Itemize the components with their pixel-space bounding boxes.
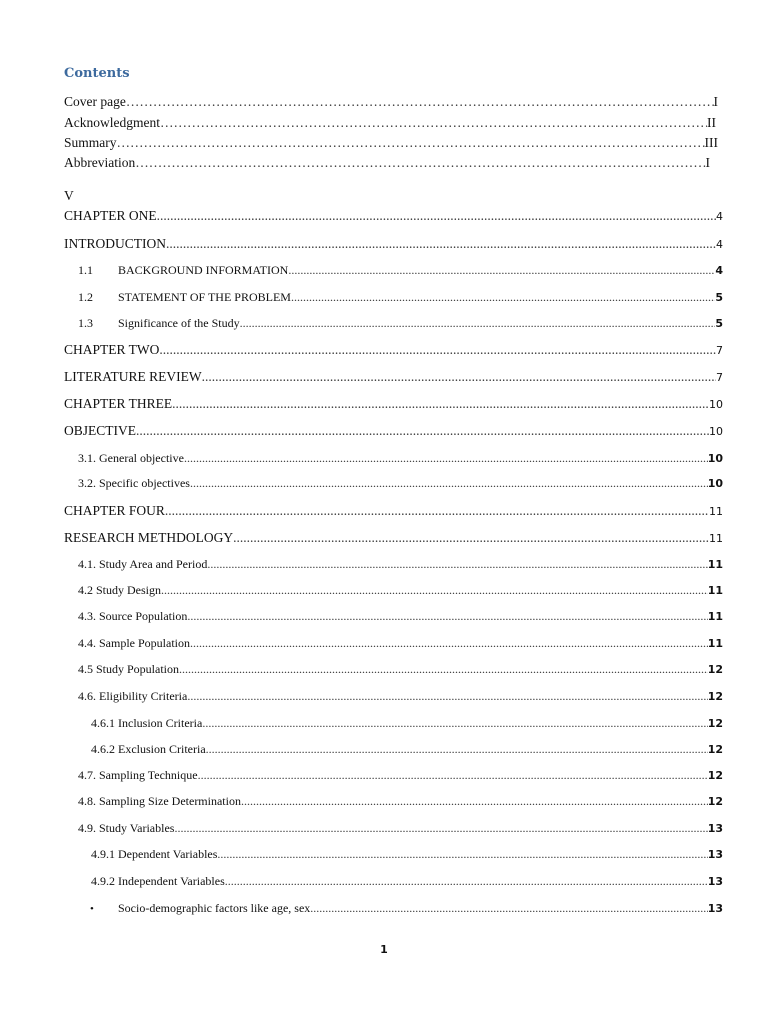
- toc-heading: Contents: [64, 66, 130, 81]
- toc-entry-4-8[interactable]: [78, 794, 723, 809]
- toc-entry-text: [78, 316, 240, 331]
- dot-leader: [190, 636, 708, 651]
- toc-entry-1-3[interactable]: [78, 316, 723, 331]
- dot-leader: [135, 155, 705, 171]
- dot-leader: [233, 530, 709, 546]
- toc-entry-label: STATEMENT OF THE PROBLEM: [118, 290, 291, 304]
- dot-leader: [190, 476, 708, 491]
- toc-entry-page: I: [705, 155, 710, 170]
- toc-entry-4-6-2[interactable]: [91, 742, 723, 757]
- dot-leader: [165, 503, 709, 519]
- toc-entry-socio-demographic[interactable]: [90, 901, 723, 916]
- toc-entry-chapter-two[interactable]: [64, 342, 723, 358]
- toc-entry-page: 10: [707, 477, 723, 490]
- toc-entry-label: 4.6.2 Exclusion Criteria: [91, 742, 206, 756]
- dot-leader: [198, 768, 708, 783]
- dot-leader: [174, 821, 707, 836]
- dot-leader: [179, 662, 708, 677]
- toc-entry-label: 4.6.1 Inclusion Criteria: [91, 716, 203, 730]
- toc-entry-label: 4.6. Eligibility Criteria: [78, 689, 188, 703]
- toc-entry-page: 10: [707, 452, 723, 465]
- toc-entry-label: 4.3. Source Population: [78, 609, 188, 623]
- toc-entry-label: Summary: [64, 135, 117, 150]
- dot-leader: [187, 689, 707, 704]
- toc-entry-label: 4.8. Sampling Size Determination: [78, 794, 241, 808]
- toc-entry-label: Significance of the Study: [118, 316, 240, 330]
- toc-entry-label: CHAPTER TWO: [64, 342, 160, 357]
- toc-entry-4-2[interactable]: [78, 583, 723, 598]
- toc-entry-label: Socio-demographic factors like age, sex: [118, 901, 311, 915]
- toc-entry-literature-review[interactable]: [64, 369, 723, 385]
- dot-leader: [184, 451, 708, 466]
- toc-entry-acknowledgment[interactable]: [64, 115, 716, 131]
- dot-leader: [217, 847, 707, 862]
- toc-entry-label: 4.9. Study Variables: [78, 821, 175, 835]
- toc-entry-page: 12: [707, 690, 723, 703]
- toc-entry-page: III: [704, 135, 718, 150]
- toc-entry-page: 12: [707, 795, 723, 808]
- toc-entry-label: CHAPTER ONE: [64, 208, 157, 223]
- toc-entry-1-2[interactable]: [78, 290, 723, 305]
- dot-leader: [225, 874, 708, 889]
- dot-leader: [241, 794, 708, 809]
- page-number: 1: [380, 943, 388, 956]
- toc-entry-label: CHAPTER THREE: [64, 396, 173, 411]
- toc-entry-1-1[interactable]: [78, 263, 723, 278]
- toc-entry-page: 11: [709, 505, 723, 518]
- toc-entry-page: 12: [707, 717, 723, 730]
- toc-entry-page: 4: [716, 238, 723, 251]
- toc-entry-label: 3.1. General objective: [78, 451, 184, 465]
- dot-leader: [187, 609, 707, 624]
- toc-entry-page: 12: [707, 743, 723, 756]
- dot-leader: [161, 583, 708, 598]
- stray-page-line: V: [64, 188, 74, 203]
- toc-entry-chapter-one[interactable]: [64, 208, 723, 224]
- dot-leader: [202, 369, 716, 385]
- toc-entry-label: 3.2. Specific objectives: [78, 476, 190, 490]
- toc-entry-page: 13: [707, 822, 723, 835]
- toc-entry-page: 10: [709, 398, 723, 411]
- toc-entry-label: CHAPTER FOUR: [64, 503, 165, 518]
- toc-entry-label: 4.5 Study Population: [78, 662, 180, 676]
- toc-entry-abbreviation[interactable]: [64, 155, 710, 171]
- dot-leader: [202, 716, 707, 731]
- toc-entry-page: 5: [715, 317, 723, 330]
- dot-leader: [166, 236, 716, 252]
- toc-entry-page: 4: [715, 264, 723, 277]
- toc-entry-page: 11: [707, 637, 723, 650]
- toc-entry-label: OBJECTIVE: [64, 423, 136, 438]
- toc-entry-summary[interactable]: [64, 135, 718, 151]
- toc-entry-cover-page[interactable]: [64, 94, 718, 110]
- toc-entry-4-9-1[interactable]: [91, 847, 723, 862]
- toc-entry-label: 4.2 Study Design: [78, 583, 162, 597]
- toc-entry-label: LITERATURE REVIEW: [64, 369, 202, 384]
- dot-leader: [310, 901, 707, 916]
- toc-entry-4-9-2[interactable]: [91, 874, 723, 889]
- toc-entry-page: 11: [707, 558, 723, 571]
- toc-entry-text: [78, 263, 288, 278]
- dot-leader: [288, 263, 715, 278]
- toc-entry-page: 11: [707, 610, 723, 623]
- toc-entry-4-9[interactable]: [78, 821, 723, 836]
- dot-leader: [240, 316, 716, 331]
- toc-entry-research-methodology[interactable]: [64, 530, 723, 546]
- toc-entry-chapter-three[interactable]: [64, 396, 723, 412]
- toc-entry-4-1[interactable]: [78, 557, 723, 572]
- toc-entry-page: 10: [709, 425, 723, 438]
- dot-leader: [157, 208, 716, 224]
- dot-leader: [117, 135, 705, 151]
- toc-entry-number: 1.2: [78, 290, 93, 304]
- toc-entry-label: Abbreviation: [64, 155, 136, 170]
- toc-entry-4-7[interactable]: [78, 768, 723, 783]
- toc-entry-text: [90, 901, 310, 916]
- toc-entry-label: 4.7. Sampling Technique: [78, 768, 198, 782]
- dot-leader: [159, 342, 716, 358]
- toc-entry-4-6-1[interactable]: [91, 716, 723, 731]
- toc-entry-page: 7: [716, 371, 723, 384]
- toc-entry-page: II: [707, 115, 716, 130]
- toc-entry-page: 12: [707, 769, 723, 782]
- dot-leader: [126, 94, 714, 110]
- toc-entry-page: I: [713, 94, 718, 109]
- toc-entry-4-3[interactable]: [78, 609, 723, 624]
- toc-entry-4-5[interactable]: [78, 662, 723, 677]
- toc-entry-label: Acknowledgment: [64, 115, 160, 130]
- toc-entry-page: 12: [707, 663, 723, 676]
- toc-entry-page: 11: [707, 584, 723, 597]
- toc-entry-number: 1.1: [78, 263, 93, 277]
- toc-entry-page: 13: [707, 902, 723, 915]
- bullet-icon: •: [90, 903, 94, 915]
- toc-entry-label: 4.4. Sample Population: [78, 636, 190, 650]
- toc-entry-4-4[interactable]: [78, 636, 723, 651]
- toc-entry-page: 4: [716, 210, 723, 223]
- dot-leader: [291, 290, 715, 305]
- toc-entry-3-2[interactable]: [78, 476, 723, 491]
- toc-entry-3-1[interactable]: [78, 451, 723, 466]
- toc-entry-label: Cover page: [64, 94, 126, 109]
- dot-leader: [172, 396, 709, 412]
- toc-entry-page: 5: [715, 291, 723, 304]
- dot-leader: [207, 557, 707, 572]
- toc-entry-label: RESEARCH METHDOLOGY: [64, 530, 234, 545]
- toc-entry-label: 4.1. Study Area and Period: [78, 557, 208, 571]
- dot-leader: [160, 115, 707, 131]
- dot-leader: [206, 742, 708, 757]
- toc-entry-4-6[interactable]: [78, 689, 723, 704]
- toc-entry-page: 11: [709, 532, 723, 545]
- toc-entry-label: INTRODUCTION: [64, 236, 166, 251]
- toc-entry-page: 13: [707, 848, 723, 861]
- toc-entry-page: 13: [707, 875, 723, 888]
- dot-leader: [136, 423, 709, 439]
- toc-entry-chapter-four[interactable]: [64, 503, 723, 519]
- toc-entry-introduction[interactable]: [64, 236, 723, 252]
- toc-entry-label: 4.9.1 Dependent Variables: [91, 847, 218, 861]
- toc-entry-text: [78, 290, 291, 305]
- toc-entry-page: 7: [716, 344, 723, 357]
- toc-entry-number: 1.3: [78, 316, 93, 330]
- toc-entry-objective[interactable]: [64, 423, 723, 439]
- toc-entry-label: BACKGROUND INFORMATION: [118, 263, 289, 277]
- toc-entry-label: 4.9.2 Independent Variables: [91, 874, 225, 888]
